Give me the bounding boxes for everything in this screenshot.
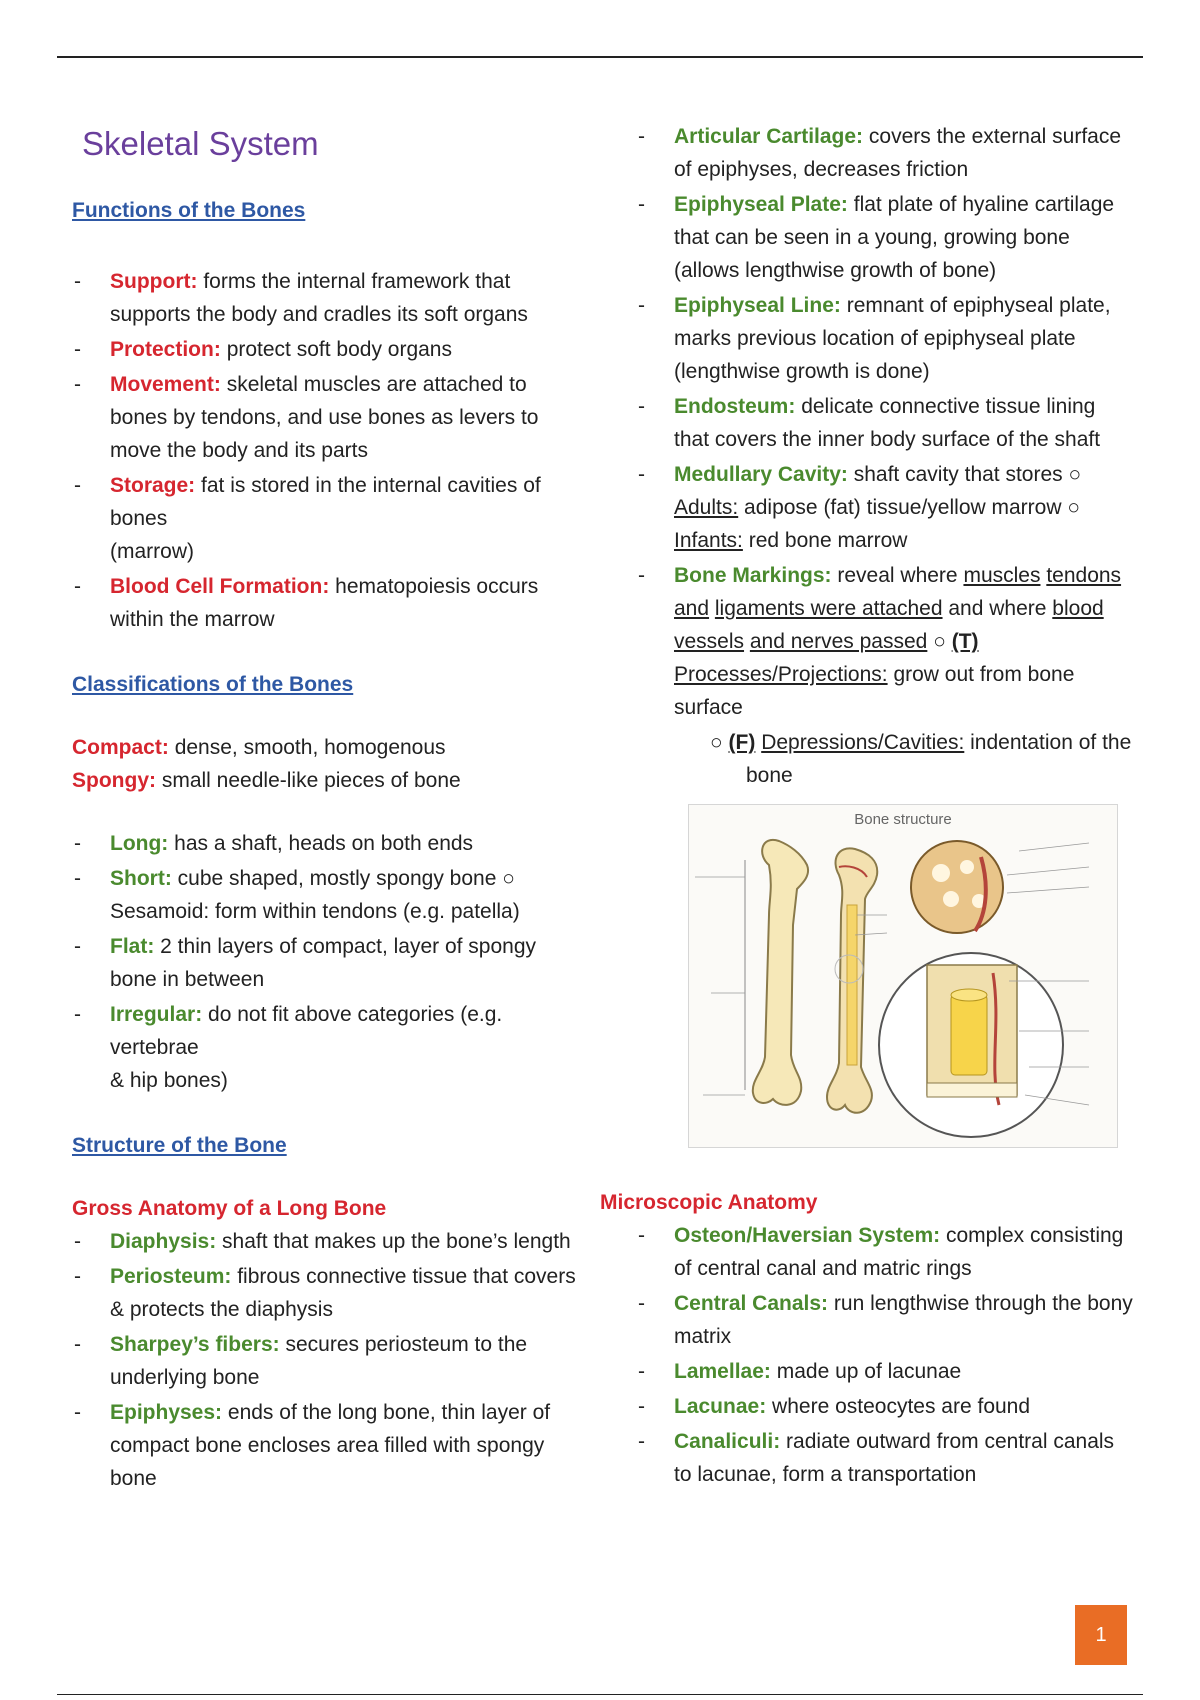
list-item: - Sharpey’s fibers: secures periosteum to the underlying bone [72,1328,582,1394]
spongy-line: Spongy: small needle-like pieces of bone [72,769,461,792]
page-number-badge: 1 [1075,1605,1127,1665]
functions-list [72,265,582,636]
bone-structure-figure [688,804,1118,1148]
list-item: - Long: has a shaft, heads on both ends [72,827,582,860]
depressions-tail: bone [746,764,793,787]
compact-line: Compact: dense, smooth, homogenous [72,736,446,759]
list-item: - Osteon/Haversian System: complex consisting of central canal and matric rings [636,1219,1136,1285]
list-item: - Endosteum: delicate connective tissue lining that covers the inner body surface of the shaft [636,390,1136,456]
functions-heading: Functions of the Bones [72,199,306,222]
depressions-line: ○ (F) Depressions/Cavities: indentation of the [710,731,1132,754]
list-item: - Blood Cell Formation: hematopoiesis occurs within the marrow [72,570,582,636]
list-item: - Periosteum: fibrous connective tissue that covers & protects the diaphysis [72,1260,582,1326]
long-bone-parts-list [636,120,1136,724]
bone-illustration [689,805,1117,1147]
list-item: - Flat: 2 thin layers of compact, layer of spongy bone in between [72,930,582,996]
structure-heading: Structure of the Bone [72,1134,287,1157]
list-item: - Epiphyses: ends of the long bone, thin layer of compact bone encloses area filled with spongy bone [72,1396,582,1495]
classifications-heading: Classifications of the Bones [72,673,354,696]
list-item: - Diaphysis: shaft that makes up the bone’s length [72,1225,582,1258]
list-item: - Articular Cartilage: covers the external surface of epiphyses, decreases friction [636,120,1136,186]
list-item: - Lamellae: made up of lacunae [636,1355,1136,1388]
list-item: - Lacunae: where osteocytes are found [636,1390,1136,1423]
compact-bone-zoom [879,953,1063,1137]
bone-shapes-list [72,827,582,1097]
list-item: - Central Canals: run lengthwise through the bony matrix [636,1287,1136,1353]
top-rule [57,56,1143,58]
list-item: - Medullary Cavity: shaft cavity that stores ○ Adults: adipose (fat) tissue/yellow marrow ○ Infants: red bone marrow [636,458,1136,557]
list-item: - Support: forms the internal framework that supports the body and cradles its soft organs [72,265,582,331]
left-column [72,120,582,1497]
list-item: - Movement: skeletal muscles are attached to bones by tendons, and use bones as levers to move the body and its parts [72,368,582,467]
list-item: - Storage: fat is stored in the internal cavities of bones (marrow) [72,469,582,568]
list-item: - Bone Markings: reveal where muscles tendons and ligaments were attached and where blood vessels and nerves passed ○ (T) Processes/Projections: grow out from bone surface [636,559,1136,724]
list-item: - Protection: protect soft body organs [72,333,582,366]
list-item: - Epiphyseal Plate: flat plate of hyaline cartilage that can be seen in a young, growing bone (allows lengthwise growth of bone) [636,188,1136,287]
bone-tissue-types [72,731,582,797]
right-column [600,120,1136,1493]
figure-title: Bone structure [854,811,952,828]
gross-anatomy-list [72,1225,582,1495]
microscopic-anatomy-list [636,1219,1136,1491]
spongy-bone-zoom [911,841,1003,933]
sectioned-femur-shape [827,848,877,1112]
microscopic-anatomy-heading: Microscopic Anatomy [600,1191,818,1214]
list-item: - Epiphyseal Line: remnant of epiphyseal plate, marks previous location of epiphyseal plate (lengthwise growth is done) [636,289,1136,388]
list-item: - Short: cube shaped, mostly spongy bone ○ Sesamoid: form within tendons (e.g. patella) [72,862,582,928]
bottom-rule [57,1694,1143,1695]
page-title: Skeletal System [82,125,319,162]
femur-shape [753,840,808,1105]
gross-anatomy-heading: Gross Anatomy of a Long Bone [72,1197,387,1220]
list-item: - Canaliculi: radiate outward from central canals to lacunae, form a transportation [636,1425,1136,1491]
list-item: - Irregular: do not fit above categories (e.g. vertebrae & hip bones) [72,998,582,1097]
